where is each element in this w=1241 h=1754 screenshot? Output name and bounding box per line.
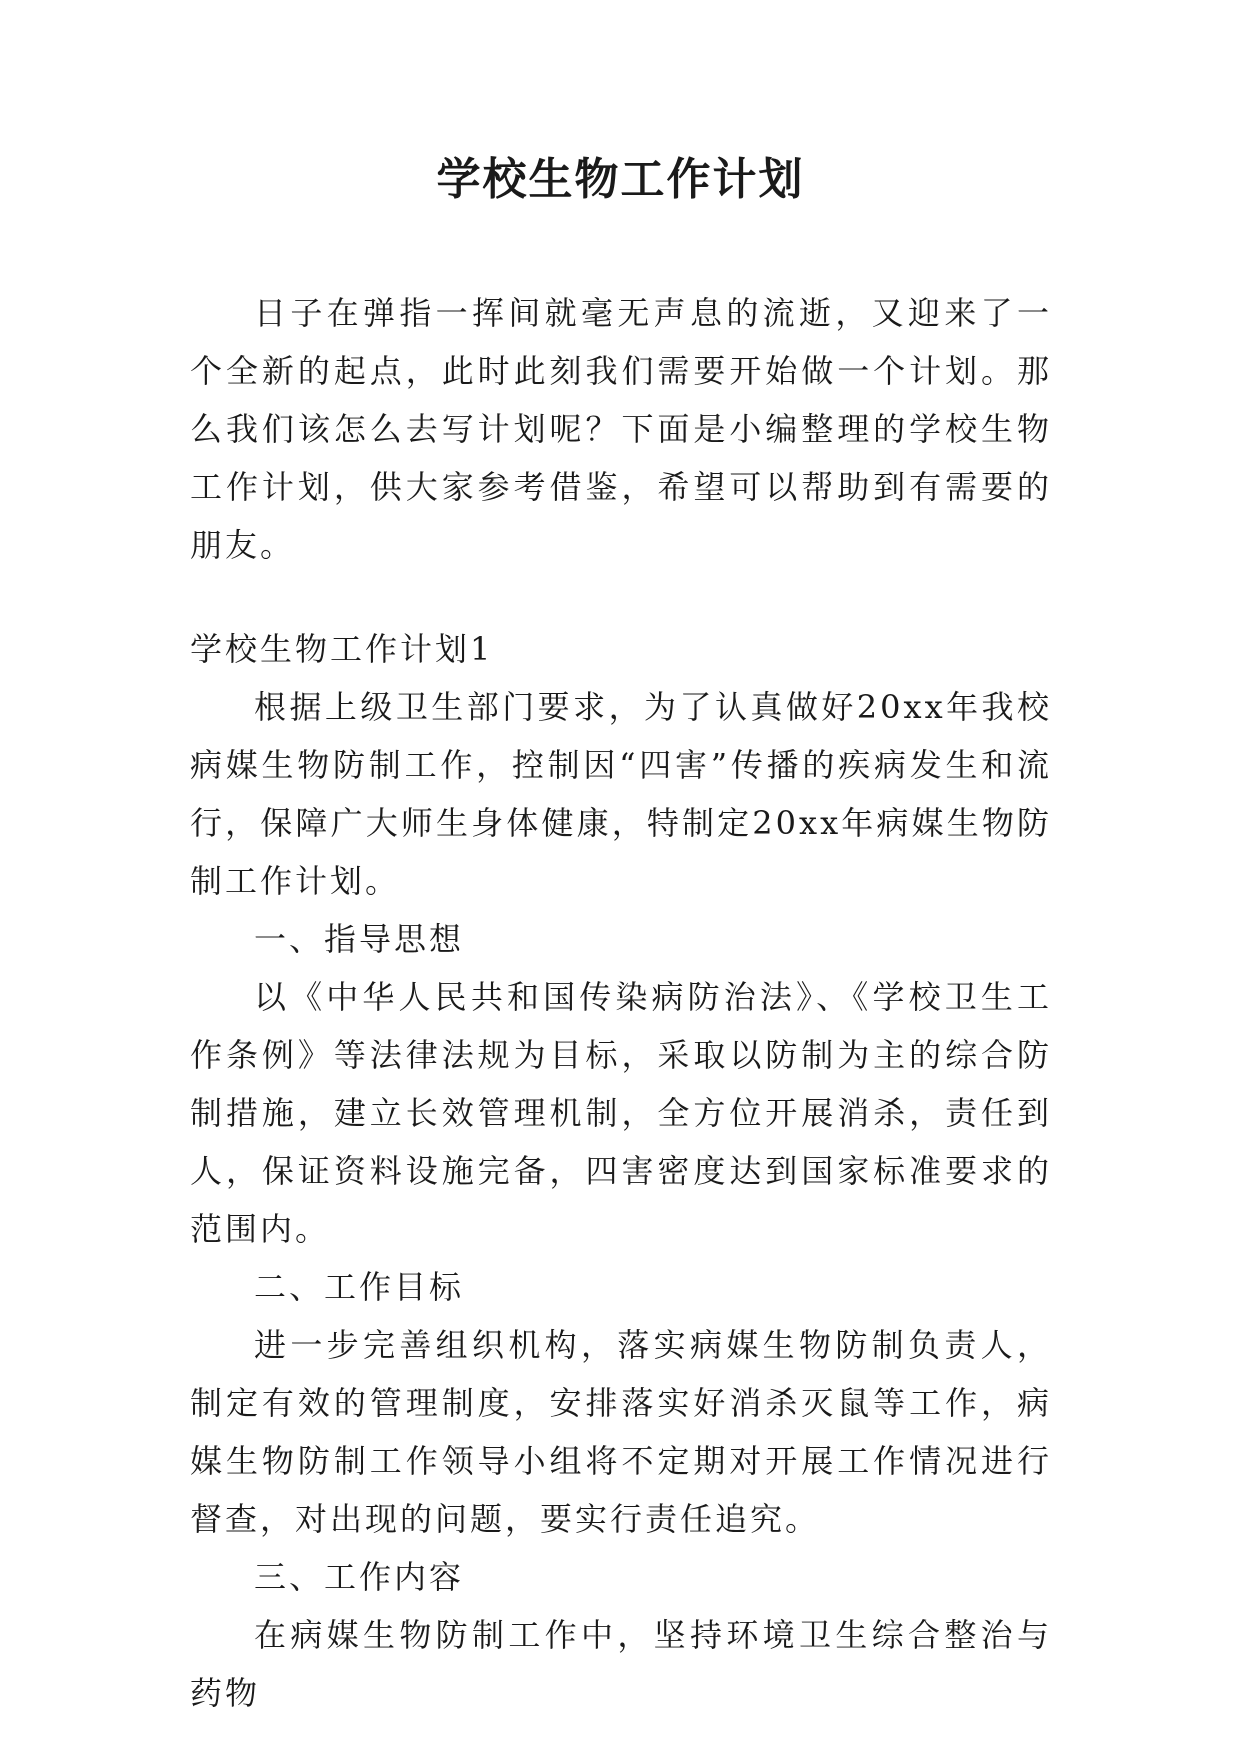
subsection-title-work-content: 三、工作内容 — [254, 1558, 465, 1596]
subsection-title-work-goals: 二、工作目标 — [254, 1268, 465, 1306]
intro-paragraph: 日子在弹指一挥间就毫无声息的流逝，又迎来了一个全新的起点，此时此刻我们需要开始做一个计划。那么我们该怎么去写计划呢？下面是小编整理的学校生物工作计划，供大家参考借鉴，希望可以帮助到有需要的朋友。 — [190, 294, 1052, 564]
paragraph-gap — [190, 574, 1052, 620]
document-title: 学校生物工作计划 — [436, 154, 805, 205]
subsection-paragraph-work-content: 在病媒生物防制工作中，坚持环境卫生综合整治与药物 — [190, 1616, 1052, 1712]
subsection-paragraph-work-goals: 进一步完善组织机构，落实病媒生物防制负责人，制定有效的管理制度，安排落实好消杀灭鼠等工作，病媒生物防制工作领导小组将不定期对开展工作情况进行督查，对出现的问题，要实行责任追究。 — [190, 1326, 1052, 1538]
document-body — [190, 284, 1052, 1722]
subsection-paragraph-guiding-thought: 以《中华人民共和国传染病防治法》、《学校卫生工作条例》等法律法规为目标，采取以防制为主的综合防制措施，建立长效管理机制，全方位开展消杀，责任到人，保证资料设施完备，四害密度达到国家标准要求的范围内。 — [190, 978, 1052, 1248]
section-title: 学校生物工作计划1 — [190, 630, 494, 668]
section-paragraph: 根据上级卫生部门要求，为了认真做好20xx年我校病媒生物防制工作，控制因“四害”传播的疾病发生和流行，保障广大师生身体健康，特制定20xx年病媒生物防制工作计划。 — [190, 688, 1052, 900]
subsection-title-guiding-thought: 一、指导思想 — [254, 920, 465, 958]
